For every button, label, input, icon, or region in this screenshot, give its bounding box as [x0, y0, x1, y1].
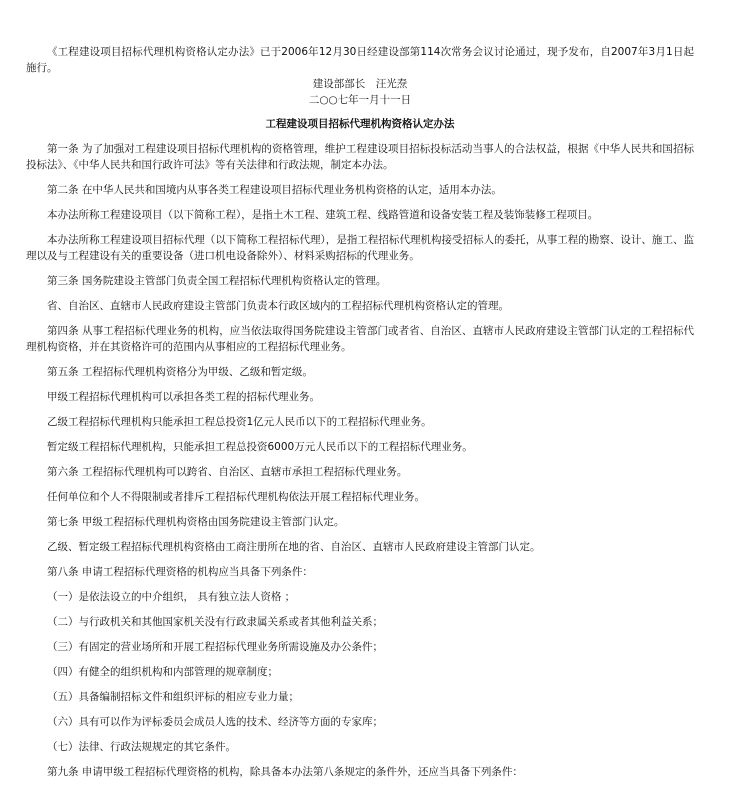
paragraph: 省、自治区、直辖市人民政府建设主管部门负责本行政区域内的工程招标代理机构资格认定的管理。 [47, 300, 509, 312]
list-item: （二）与行政机关和其他国家机关没有行政隶属关系或者其他利益关系； [47, 616, 383, 628]
list-item: （三）有固定的营业场所和开展工程招标代理业务所需设施及办公条件； [47, 641, 383, 653]
paragraph: 本办法所称工程建设项目招标代理（以下简称工程招标代理），是指工程招标代理机构接受招标人的委托，从事工程的勘察、设计、施工、监理以及与工程建设有关的重要设备（进口机电设备除外）、材料采购招标的代理业务。 [26, 234, 694, 262]
paragraph: 甲级工程招标代理机构可以承担各类工程的招标代理业务。 [47, 391, 320, 403]
paragraph: 第三条 国务院建设主管部门负责全国工程招标代理机构资格认定的管理。 [47, 275, 387, 287]
paragraph: 第七条 甲级工程招标代理机构资格由国务院建设主管部门认定。 [47, 516, 345, 528]
list-item: （六）具有可以作为评标委员会成员人选的技术、经济等方面的专家库； [47, 716, 383, 728]
list-item: （七）法律、行政法规规定的其它条件。 [47, 741, 236, 753]
document [26, 44, 694, 789]
paragraph: 任何单位和个人不得限制或者排斥工程招标代理机构依法开展工程招标代理业务。 [47, 491, 425, 503]
paragraph: 第六条 工程招标代理机构可以跨省、自治区、直辖市承担工程招标代理业务。 [47, 466, 408, 478]
paragraph: 本办法所称工程建设项目（以下简称工程），是指土木工程、建筑工程、线路管道和设备安装工程及装饰装修工程项目。 [47, 209, 599, 221]
paragraph: 乙级工程招标代理机构只能承担工程总投资1亿元人民币以下的工程招标代理业务。 [47, 416, 432, 428]
paragraph: 第八条 申请工程招标代理资格的机构应当具备下列条件： [47, 566, 313, 578]
paragraph: 第五条 工程招标代理机构资格分为甲级、乙级和暂定级。 [47, 366, 313, 378]
list-item: （四）有健全的组织机构和内部管理的规章制度； [47, 666, 278, 678]
signer: 建设部部长 汪光焘 [312, 78, 408, 90]
list-item: （一）是依法设立的中介组织， 具有独立法人资格 ； [47, 591, 296, 603]
signature-date: 二○○七年一月十一日 [308, 94, 412, 106]
paragraph: 第二条 在中华人民共和国境内从事各类工程建设项目招标代理业务机构资格的认定，适用本办法。 [47, 184, 502, 196]
paragraph: 第九条 申请甲级工程招标代理资格的机构，除具备本办法第八条规定的条件外，还应当具备下列条件： [47, 766, 523, 778]
intro-paragraph: 《工程建设项目招标代理机构资格认定办法》已于2006年12月30日经建设部第114次常务会议讨论通过，现予发布，自2007年3月1日起施行。 [26, 46, 694, 74]
paragraph: 第四条 从事工程招标代理业务的机构，应当依法取得国务院建设主管部门或者省、自治区、直辖市人民政府建设主管部门认定的工程招标代理机构资格，并在其资格许可的范围内从事相应的工程招标代理业务。 [26, 325, 694, 353]
paragraph: 第一条 为了加强对工程建设项目招标代理机构的资格管理，维护工程建设项目招标投标活动当事人的合法权益，根据《中华人民共和国招标投标法》、《中华人民共和国行政许可法》等有关法律和行政法规，制定本办法。 [26, 143, 694, 171]
paragraph: 暂定级工程招标代理机构，只能承担工程总投资6000万元人民币以下的工程招标代理业务。 [47, 441, 473, 453]
list-item: （五）具备编制招标文件和组织评标的相应专业力量； [47, 691, 299, 703]
document-title: 工程建设项目招标代理机构资格认定办法 [265, 118, 455, 130]
paragraph: 乙级、暂定级工程招标代理机构资格由工商注册所在地的省、自治区、直辖市人民政府建设主管部门认定。 [47, 541, 541, 553]
